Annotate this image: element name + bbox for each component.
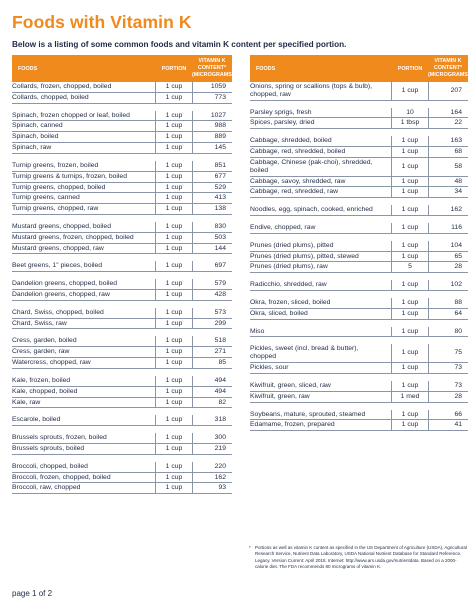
footnote-marker: * — [249, 545, 251, 550]
vitamin-k-cell: 677 — [192, 172, 232, 182]
header-foods: FOODS — [18, 65, 38, 72]
portion-cell: 1 cup — [155, 415, 192, 425]
food-cell: Spinach, boiled — [12, 133, 59, 141]
portion-cell: 1 cup — [155, 444, 192, 454]
portion-cell: 1 cup — [391, 205, 428, 215]
table-row — [12, 204, 232, 215]
portion-cell: 1 cup — [155, 233, 192, 243]
table-row — [250, 241, 468, 252]
vitamin-k-cell: 494 — [192, 387, 232, 397]
table-row — [12, 143, 232, 154]
portion-cell: 1 cup — [155, 462, 192, 472]
vitamin-k-cell: 162 — [428, 205, 468, 215]
portion-cell: 5 — [391, 262, 428, 272]
table-row — [250, 410, 468, 421]
portion-cell: 1 cup — [391, 327, 428, 337]
food-cell: Cabbage, savoy, shredded, raw — [250, 177, 346, 185]
food-cell: Cabbage, shredded, boiled — [250, 137, 332, 145]
table-row — [12, 415, 232, 426]
table-row — [12, 398, 232, 409]
portion-cell: 1 cup — [155, 347, 192, 357]
food-cell: Brussels sprouts, frozen, boiled — [12, 434, 107, 442]
food-cell: Brussels sprouts, boiled — [12, 444, 85, 452]
portion-cell: 1 cup — [155, 111, 192, 121]
table-row — [12, 336, 232, 347]
vitamin-k-cell: 300 — [192, 433, 232, 443]
vitamin-k-cell: 80 — [428, 327, 468, 337]
portion-cell: 1 cup — [155, 473, 192, 483]
header-vitamin-k — [428, 58, 468, 78]
portion-cell: 1 cup — [155, 433, 192, 443]
header-vitamin-k-line3: (MICROGRAMS) — [428, 71, 470, 78]
food-cell: Cress, garden, boiled — [12, 337, 77, 345]
table-row — [250, 187, 468, 198]
food-cell: Cabbage, Chinese (pak-choi), shredded, boiled — [250, 158, 373, 174]
table-row — [250, 82, 468, 101]
food-cell: Broccoli, frozen, chopped, boiled — [12, 473, 111, 481]
vitamin-k-cell: 503 — [192, 233, 232, 243]
table-row — [250, 205, 468, 216]
portion-cell: 1 cup — [155, 261, 192, 271]
vitamin-k-cell: 145 — [192, 143, 232, 153]
food-cell: Turnip greens, chopped, raw — [12, 205, 99, 213]
portion-cell: 1 cup — [391, 420, 428, 430]
portion-cell: 1 cup — [155, 376, 192, 386]
vitamin-k-cell: 75 — [428, 344, 468, 362]
food-cell: Onions, spring or scallions (tops & bulb), chopped, raw — [250, 83, 373, 98]
table-row — [12, 121, 232, 132]
vitamin-k-cell: 28 — [428, 262, 468, 272]
vitamin-k-cell: 413 — [192, 193, 232, 203]
food-cell: Spinach, raw — [12, 144, 52, 152]
vitamin-k-cell: 144 — [192, 244, 232, 254]
table-row — [250, 147, 468, 158]
vitamin-k-cell: 830 — [192, 222, 232, 232]
food-cell: Edamame, frozen, prepared — [250, 421, 335, 429]
portion-cell: 1 cup — [391, 187, 428, 197]
table-row — [12, 244, 232, 255]
table-row — [12, 308, 232, 319]
table-row — [12, 111, 232, 122]
table-row — [12, 183, 232, 194]
food-cell: Chard, Swiss, raw — [12, 319, 67, 327]
portion-cell: 1 cup — [391, 344, 428, 362]
table-row — [12, 473, 232, 484]
food-cell: Prunes (dried plums), pitted — [250, 241, 334, 249]
portion-cell: 1 cup — [391, 136, 428, 146]
table-row — [250, 262, 468, 273]
vitamin-k-cell: 85 — [192, 358, 232, 368]
food-cell: Broccoli, chopped, boiled — [12, 462, 88, 470]
vitamin-k-cell: 116 — [428, 223, 468, 233]
food-cell: Kale, frozen, boiled — [12, 376, 71, 384]
table-row — [250, 158, 468, 177]
header-portion: PORTION — [397, 65, 423, 72]
food-cell: Pickles, sweet (incl. bread & butter), chopped — [250, 345, 359, 361]
food-cell: Dandelion greens, chopped, boiled — [12, 280, 118, 288]
vitamin-k-cell: 318 — [192, 415, 232, 425]
portion-cell: 1 cup — [155, 143, 192, 153]
table-body-left — [12, 82, 232, 494]
vitamin-k-cell: 299 — [192, 319, 232, 329]
food-cell: Prunes (dried plums), pitted, stewed — [250, 252, 359, 260]
vitamin-k-cell: 48 — [428, 177, 468, 187]
portion-cell: 1 cup — [155, 193, 192, 203]
table-row — [250, 327, 468, 338]
vitamin-k-cell: 697 — [192, 261, 232, 271]
portion-cell: 10 — [391, 108, 428, 118]
food-cell: Chard, Swiss, chopped, boiled — [12, 308, 104, 316]
table-row — [12, 347, 232, 358]
table-row — [12, 444, 232, 455]
portion-cell: 1 cup — [155, 398, 192, 408]
table-row — [250, 363, 468, 374]
portion-cell: 1 cup — [155, 204, 192, 214]
header-vitamin-k-line2: CONTENT* — [433, 65, 463, 72]
portion-cell: 1 cup — [391, 223, 428, 233]
portion-cell: 1 cup — [155, 161, 192, 171]
table-row — [250, 298, 468, 309]
portion-cell: 1 cup — [391, 381, 428, 391]
vitamin-k-cell: 88 — [428, 298, 468, 308]
vitamin-k-table-right — [250, 55, 468, 431]
table-row — [12, 132, 232, 143]
vitamin-k-cell: 58 — [428, 158, 468, 176]
food-cell: Collards, chopped, boiled — [12, 93, 89, 101]
page-title: Foods with Vitamin K — [12, 12, 192, 32]
portion-cell: 1 cup — [155, 279, 192, 289]
table-row — [12, 193, 232, 204]
table-row — [12, 161, 232, 172]
vitamin-k-cell: 41 — [428, 420, 468, 430]
portion-cell: 1 cup — [391, 309, 428, 319]
food-cell: Spinach, canned — [12, 122, 63, 130]
vitamin-k-cell: 494 — [192, 376, 232, 386]
vitamin-k-cell: 1059 — [192, 82, 232, 92]
food-cell: Escarole, boiled — [12, 416, 61, 424]
table-row — [250, 381, 468, 392]
food-cell: Okra, sliced, boiled — [250, 309, 308, 317]
food-cell: Cabbage, red, shredded, raw — [250, 188, 339, 196]
table-row — [12, 387, 232, 398]
portion-cell: 1 cup — [155, 308, 192, 318]
food-cell: Mustard greens, chopped, boiled — [12, 222, 111, 230]
food-cell: Kiwifruit, green, sliced, raw — [250, 381, 331, 389]
table-row — [12, 319, 232, 330]
vitamin-k-cell: 34 — [428, 187, 468, 197]
table-row — [250, 420, 468, 431]
vitamin-k-cell: 164 — [428, 108, 468, 118]
vitamin-k-cell: 207 — [428, 82, 468, 100]
table-row — [250, 223, 468, 234]
vitamin-k-cell: 104 — [428, 241, 468, 251]
food-cell: Cress, garden, raw — [12, 348, 70, 356]
table-row — [12, 358, 232, 369]
food-cell: Mustard greens, chopped, raw — [12, 244, 104, 252]
table-row — [12, 82, 232, 93]
vitamin-k-cell: 66 — [428, 410, 468, 420]
food-cell: Spices, parsley, dried — [250, 119, 315, 127]
food-cell: Prunes (dried plums), raw — [250, 263, 328, 271]
vitamin-k-cell: 22 — [428, 118, 468, 128]
table-row — [12, 261, 232, 272]
vitamin-k-cell: 988 — [192, 121, 232, 131]
food-cell: Kale, raw — [12, 398, 41, 406]
vitamin-k-cell: 529 — [192, 183, 232, 193]
food-cell: Kiwifruit, green, raw — [250, 392, 310, 400]
vitamin-k-cell: 93 — [192, 483, 232, 493]
table-row — [250, 280, 468, 291]
header-vitamin-k-line2: CONTENT* — [197, 65, 227, 72]
portion-cell: 1 cup — [155, 358, 192, 368]
table-row — [250, 108, 468, 119]
portion-cell: 1 cup — [155, 244, 192, 254]
portion-cell: 1 cup — [155, 387, 192, 397]
portion-cell: 1 cup — [391, 410, 428, 420]
table-row — [12, 462, 232, 473]
portion-cell: 1 cup — [391, 82, 428, 100]
portion-cell: 1 cup — [155, 121, 192, 131]
portion-cell: 1 cup — [391, 177, 428, 187]
table-row — [250, 344, 468, 363]
portion-cell: 1 cup — [391, 280, 428, 290]
food-cell: Mustard greens, frozen, chopped, boiled — [12, 233, 134, 241]
portion-cell: 1 cup — [391, 241, 428, 251]
portion-cell: 1 cup — [155, 319, 192, 329]
vitamin-k-cell: 579 — [192, 279, 232, 289]
table-row — [12, 483, 232, 494]
food-cell: Soybeans, mature, sprouted, steamed — [250, 410, 366, 418]
food-cell: Turnip greens, canned — [12, 194, 80, 202]
food-cell: Broccoli, raw, chopped — [12, 484, 81, 492]
table-row — [250, 118, 468, 129]
vitamin-k-cell: 889 — [192, 132, 232, 142]
vitamin-k-cell: 138 — [192, 204, 232, 214]
header-vitamin-k-line3: (MICROGRAMS) — [192, 71, 234, 78]
portion-cell: 1 cup — [391, 252, 428, 262]
table-row — [250, 136, 468, 147]
header-vitamin-k-line1: VITAMIN K — [198, 58, 226, 65]
vitamin-k-cell: 82 — [192, 398, 232, 408]
portion-cell: 1 cup — [391, 363, 428, 373]
food-cell: Pickles, sour — [250, 364, 289, 372]
vitamin-k-cell: 64 — [428, 309, 468, 319]
table-row — [12, 233, 232, 244]
table-header — [250, 55, 468, 82]
portion-cell: 1 cup — [391, 158, 428, 176]
portion-cell: 1 cup — [155, 82, 192, 92]
vitamin-k-cell: 102 — [428, 280, 468, 290]
portion-cell: 1 cup — [155, 93, 192, 103]
portion-cell: 1 cup — [155, 172, 192, 182]
page-subtitle: Below is a listing of some common foods and vitamin K content per specified portion. — [12, 40, 347, 49]
food-cell: Turnip greens & turnips, frozen, boiled — [12, 172, 127, 180]
food-cell: Kale, chopped, boiled — [12, 387, 78, 395]
table-row — [250, 309, 468, 320]
table-row — [250, 252, 468, 263]
table-row — [12, 222, 232, 233]
vitamin-k-cell: 68 — [428, 147, 468, 157]
portion-cell: 1 cup — [155, 132, 192, 142]
vitamin-k-cell: 573 — [192, 308, 232, 318]
portion-cell: 1 cup — [155, 290, 192, 300]
food-cell: Collards, frozen, chopped, boiled — [12, 83, 112, 90]
vitamin-k-table-left — [12, 55, 232, 494]
vitamin-k-cell: 271 — [192, 347, 232, 357]
header-vitamin-k — [192, 58, 232, 78]
food-cell: Noodles, egg, spinach, cooked, enriched — [250, 206, 373, 214]
food-cell: Turnip greens, chopped, boiled — [12, 183, 106, 191]
portion-cell: 1 cup — [155, 222, 192, 232]
page-number: page 1 of 2 — [12, 589, 53, 598]
vitamin-k-cell: 773 — [192, 93, 232, 103]
table-body-right — [250, 82, 468, 431]
vitamin-k-cell: 73 — [428, 381, 468, 391]
food-cell: Endive, chopped, raw — [250, 223, 316, 231]
vitamin-k-cell: 220 — [192, 462, 232, 472]
table-row — [12, 433, 232, 444]
header-foods: FOODS — [256, 65, 276, 72]
food-cell: Beet greens, 1" pieces, boiled — [12, 262, 103, 270]
footnote — [249, 545, 467, 570]
vitamin-k-cell: 162 — [192, 473, 232, 483]
food-cell: Turnip greens, frozen, boiled — [12, 161, 99, 169]
table-row — [12, 279, 232, 290]
vitamin-k-cell: 65 — [428, 252, 468, 262]
food-cell: Spinach, frozen chopped or leaf, boiled — [12, 111, 130, 119]
vitamin-k-cell: 428 — [192, 290, 232, 300]
header-vitamin-k-line1: VITAMIN K — [434, 58, 462, 65]
portion-cell: 1 cup — [391, 147, 428, 157]
footnote-text: Portions as well as vitamin K content as specified in the US Department of Agriculture (USDA), Agricultural Research Service, Nutrient Data Laboratory, USDA National Nutrient Database for Standard Reference, Legacy. Version Current: April 2018. Internet: http://www.ars.usda.gov/nutrientdata. Based on a 2000-calorie diet. The FDA recommends 80 micrograms of vitamin K. — [255, 545, 467, 569]
vitamin-k-cell: 518 — [192, 336, 232, 346]
vitamin-k-cell: 219 — [192, 444, 232, 454]
table-row — [12, 290, 232, 301]
vitamin-k-cell: 1027 — [192, 111, 232, 121]
food-cell: Parsley sprigs, fresh — [250, 108, 312, 116]
food-cell: Dandelion greens, chopped, raw — [12, 291, 110, 298]
food-cell: Cabbage, red, shredded, boiled — [250, 148, 346, 156]
table-row — [250, 392, 468, 403]
table-row — [250, 177, 468, 188]
food-cell: Miso — [250, 327, 265, 335]
header-portion: PORTION — [161, 65, 187, 72]
table-row — [12, 376, 232, 387]
food-cell: Okra, frozen, sliced, boiled — [250, 299, 331, 306]
portion-cell: 1 cup — [155, 336, 192, 346]
food-cell: Radicchio, shredded, raw — [250, 281, 327, 289]
portion-cell: 1 tbsp — [391, 118, 428, 128]
portion-cell: 1 cup — [391, 298, 428, 308]
portion-cell: 1 cup — [155, 483, 192, 493]
table-header — [12, 55, 232, 82]
vitamin-k-cell: 851 — [192, 161, 232, 171]
vitamin-k-cell: 28 — [428, 392, 468, 402]
table-row — [12, 93, 232, 104]
food-cell: Watercress, chopped, raw — [12, 359, 91, 367]
table-row — [12, 172, 232, 183]
vitamin-k-cell: 163 — [428, 136, 468, 146]
portion-cell: 1 cup — [155, 183, 192, 193]
vitamin-k-cell: 73 — [428, 363, 468, 373]
portion-cell: 1 med — [391, 392, 428, 402]
